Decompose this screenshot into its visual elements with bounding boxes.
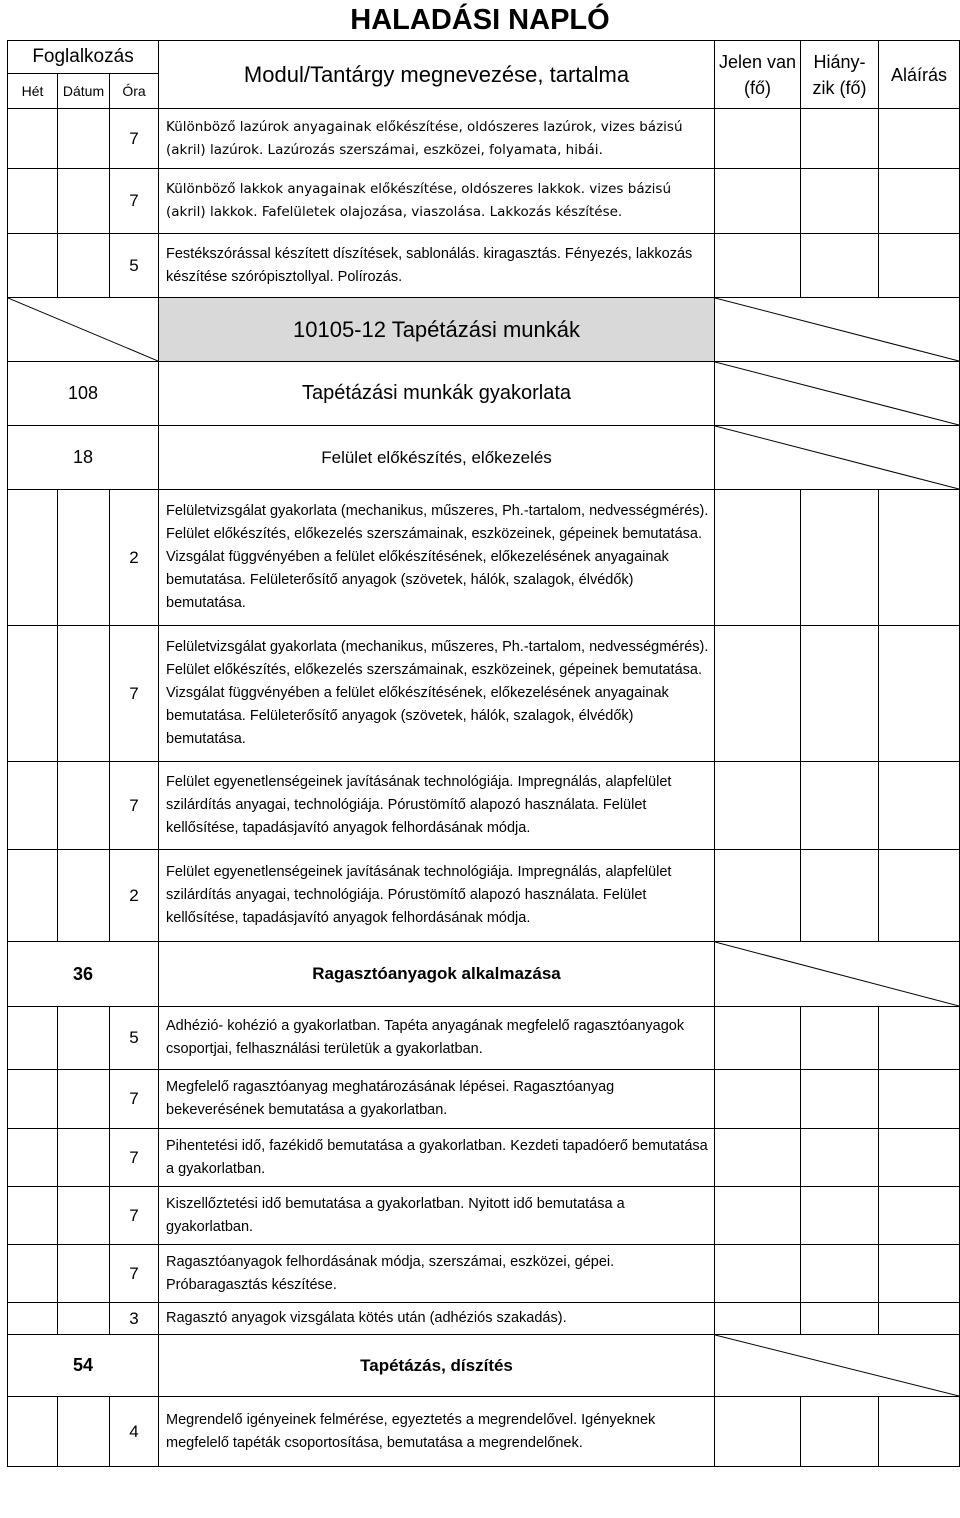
header-jelen-van-line2: (fő) bbox=[744, 77, 772, 98]
hours-cell: 4 bbox=[110, 1397, 159, 1467]
hours-cell: 2 bbox=[110, 850, 159, 942]
header-hianyzik-line1: Hiány- bbox=[813, 51, 866, 72]
hours-cell: 5 bbox=[110, 1007, 159, 1070]
module-title: 10105-12 Tapétázási munkák bbox=[159, 298, 715, 362]
content-cell: Ragasztóanyagok felhordásának módja, szerszámai, eszközei, gépei. Próbaragasztás készítése. bbox=[159, 1245, 715, 1303]
header-het: Hét bbox=[8, 74, 58, 109]
diagonal-line bbox=[715, 298, 959, 361]
diagonal-line bbox=[8, 298, 158, 361]
content-cell: Felületvizsgálat gyakorlata (mechanikus, műszeres, Ph.-tartalom, nedvességmérés). Felület előkészítés, előkezelés szerszámainak, eszközeinek, gépeinek bemutatása. Vizsgálat függvényében a felület előkészítésének, előkezelésének anyagainak bemutatása. Felületerősítő anyagok (szövetek, hálók, szalagok, élvédők) bemutatása. bbox=[159, 490, 715, 626]
hours-cell: 7 bbox=[110, 169, 159, 234]
hours-cell: 7 bbox=[110, 1187, 159, 1245]
content-cell: Felület egyenetlenségeinek javításának technológiája. Impregnálás, alapfelület szilárdítás anyagai, technológiája. Pórustömítő alapozó használata. Felület kellősítése, tapadásjavító anyagok felhordásának módja. bbox=[159, 762, 715, 850]
content-cell: Különböző lakkok anyagainak előkészítése, oldószeres lakkok. vizes bázisú (akril) lakkok. Fafelületek olajozása, viaszolása. Lakkozás készítése. bbox=[159, 169, 715, 234]
content-cell: Ragasztó anyagok vizsgálata kötés után (adhéziós szakadás). bbox=[159, 1303, 715, 1335]
section-title: Ragasztóanyagok alkalmazása bbox=[159, 942, 715, 1007]
section-hours: 18 bbox=[8, 426, 159, 490]
diagonal-line bbox=[715, 942, 959, 1006]
table-row bbox=[8, 109, 960, 169]
section-title: Felület előkészítés, előkezelés bbox=[159, 426, 715, 490]
table-row bbox=[8, 490, 960, 626]
hours-cell: 7 bbox=[110, 1245, 159, 1303]
table-row bbox=[8, 1070, 960, 1129]
table-row bbox=[8, 1303, 960, 1335]
module-diagonal-cell-right bbox=[715, 298, 960, 362]
content-cell: Felület egyenetlenségeinek javításának technológiája. Impregnálás, alapfelület szilárdítás anyagai, technológiája. Pórustömítő alapozó használata. Felület kellősítése, tapadásjavító anyagok felhordásának módja. bbox=[159, 850, 715, 942]
hours-cell: 7 bbox=[110, 109, 159, 169]
section-row bbox=[8, 1335, 960, 1397]
header-hianyzik bbox=[801, 41, 879, 109]
content-cell: Felületvizsgálat gyakorlata (mechanikus, műszeres, Ph.-tartalom, nedvességmérés). Felület előkészítés, előkezelés szerszámainak, eszközeinek, gépeinek bemutatása. Vizsgálat függvényében a felület előkészítésének, előkezelésének anyagainak bemutatása. Felületerősítő anyagok (szövetek, hálók, szalagok, élvédők) bemutatása. bbox=[159, 626, 715, 762]
section-hours: 36 bbox=[8, 942, 159, 1007]
hours-cell: 7 bbox=[110, 762, 159, 850]
table-row bbox=[8, 1397, 960, 1467]
hours-cell: 7 bbox=[110, 626, 159, 762]
hours-cell: 7 bbox=[110, 1129, 159, 1187]
table-row bbox=[8, 850, 960, 942]
section-title: Tapétázás, díszítés bbox=[159, 1335, 715, 1397]
header-modul: Modul/Tantárgy megnevezése, tartalma bbox=[159, 41, 715, 109]
diagonal-line bbox=[715, 426, 959, 489]
header-datum: Dátum bbox=[58, 74, 110, 109]
header-jelen-van bbox=[715, 41, 801, 109]
content-cell: Megrendelő igényeinek felmérése, egyeztetés a megrendelővel. Igényeknek megfelelő tapéták csoportosítása, bemutatása a megrendelőnek. bbox=[159, 1397, 715, 1467]
header-hianyzik-line2: zik (fő) bbox=[812, 77, 867, 98]
subject-hours: 108 bbox=[8, 362, 159, 426]
header-foglalkozas: Foglalkozás bbox=[8, 41, 159, 74]
progress-log-table bbox=[7, 40, 960, 1467]
content-cell: Kiszellőztetési idő bemutatása a gyakorlatban. Nyitott idő bemutatása a gyakorlatban. bbox=[159, 1187, 715, 1245]
header-row-1 bbox=[8, 41, 960, 74]
table-row bbox=[8, 169, 960, 234]
table-row bbox=[8, 1129, 960, 1187]
content-cell: Pihentetési idő, fazékidő bemutatása a gyakorlatban. Kezdeti tapadóerő bemutatása a gyakorlatban. bbox=[159, 1129, 715, 1187]
section-row bbox=[8, 942, 960, 1007]
module-diagonal-cell bbox=[8, 298, 159, 362]
header-alairas: Aláírás bbox=[879, 41, 960, 109]
page-title: HALADÁSI NAPLÓ bbox=[350, 4, 610, 36]
table-row bbox=[8, 626, 960, 762]
table-row bbox=[8, 762, 960, 850]
table-row bbox=[8, 1007, 960, 1070]
section-hours: 54 bbox=[8, 1335, 159, 1397]
content-cell: Adhézió- kohézió a gyakorlatban. Tapéta anyagának megfelelő ragasztóanyagok csoportjai, felhasználási területük a gyakorlatban. bbox=[159, 1007, 715, 1070]
table-row bbox=[8, 1245, 960, 1303]
table-row bbox=[8, 234, 960, 298]
content-cell: Megfelelő ragasztóanyag meghatározásának lépései. Ragasztóanyag bekeverésének bemutatása a gyakorlatban. bbox=[159, 1070, 715, 1129]
hours-cell: 2 bbox=[110, 490, 159, 626]
content-cell: Különböző lazúrok anyagainak előkészítése, oldószeres lazúrok, vizes bázisú (akril) lazúrok. Lazúrozás szerszámai, eszközei, folyamata, hibái. bbox=[159, 109, 715, 169]
hours-cell: 7 bbox=[110, 1070, 159, 1129]
hours-cell: 5 bbox=[110, 234, 159, 298]
content-cell: Festékszórással készített díszítések, sablonálás. kiragasztás. Fényezés, lakkozás készítése szórópisztollyal. Polírozás. bbox=[159, 234, 715, 298]
subject-row bbox=[8, 362, 960, 426]
table-row bbox=[8, 1187, 960, 1245]
diagonal-line bbox=[715, 1335, 959, 1396]
subject-title: Tapétázási munkák gyakorlata bbox=[159, 362, 715, 426]
diagonal-line bbox=[715, 362, 959, 425]
module-row bbox=[8, 298, 960, 362]
section-row bbox=[8, 426, 960, 490]
hours-cell: 3 bbox=[110, 1303, 159, 1335]
header-ora: Óra bbox=[110, 74, 159, 109]
header-jelen-van-line1: Jelen van bbox=[718, 51, 797, 72]
